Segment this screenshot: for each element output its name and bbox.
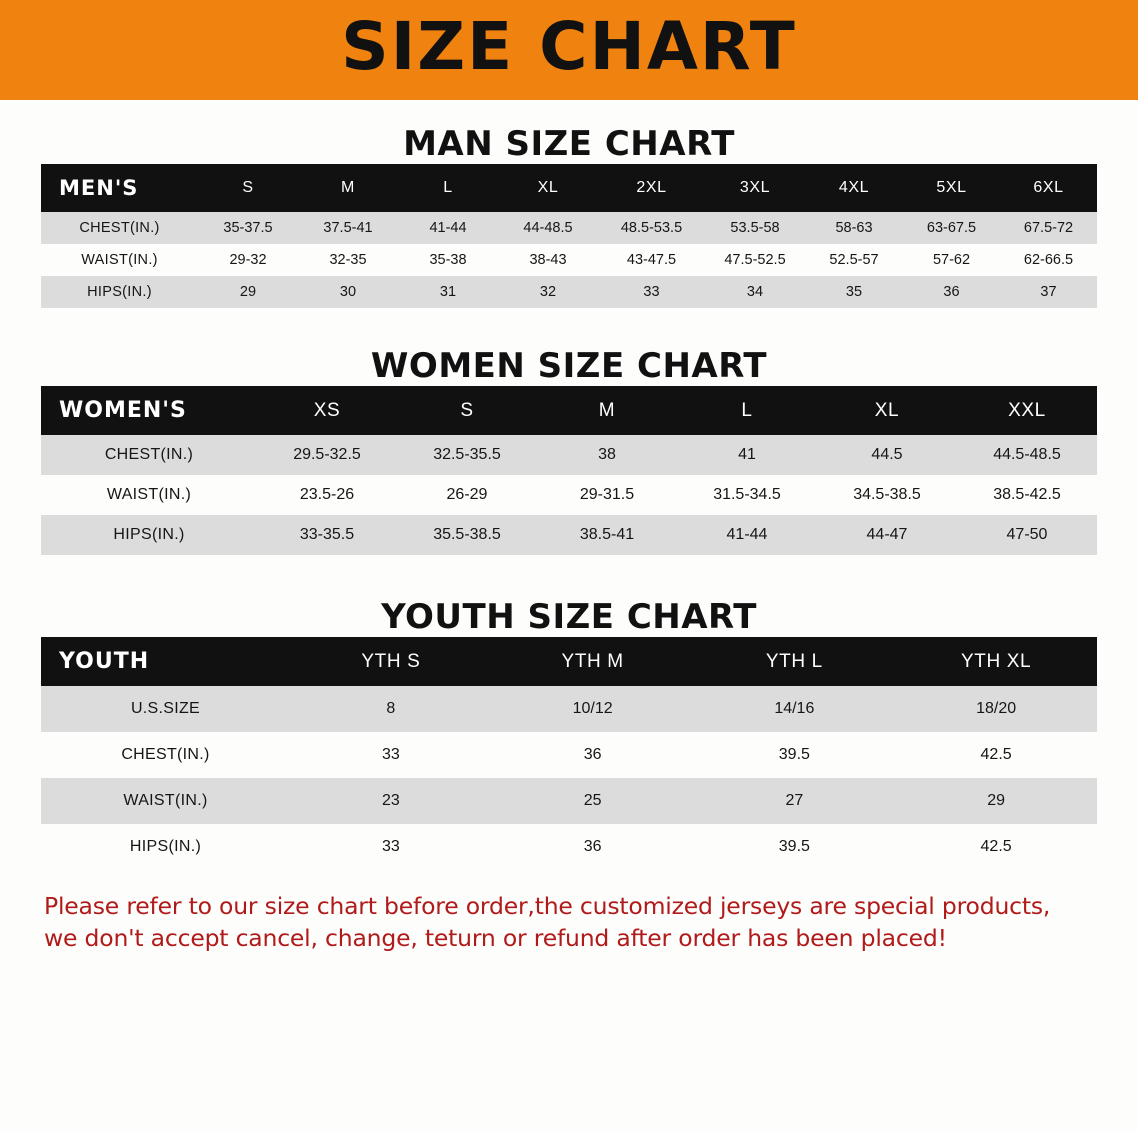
table-row — [41, 732, 1097, 778]
women-cell-0-3: 41 — [677, 435, 817, 475]
women-cell-1-3: 31.5-34.5 — [677, 475, 817, 515]
table-row — [41, 244, 1097, 276]
man-cell-1-5: 47.5-52.5 — [705, 244, 805, 276]
women-row-2-label: HIPS(IN.) — [41, 515, 257, 555]
youth-row-0-label: U.S.SIZE — [41, 686, 290, 732]
table-header-row — [41, 386, 1097, 435]
women-cell-0-5: 44.5-48.5 — [957, 435, 1097, 475]
man-cell-1-4: 43-47.5 — [598, 244, 705, 276]
table-row — [41, 515, 1097, 555]
women-col-3: L — [677, 386, 817, 435]
youth-cell-3-3: 42.5 — [895, 824, 1097, 870]
women-cell-0-1: 32.5-35.5 — [397, 435, 537, 475]
man-cell-2-3: 32 — [498, 276, 598, 308]
man-col-1: M — [298, 164, 398, 212]
man-table-wrap — [0, 164, 1138, 308]
man-cell-0-0: 35-37.5 — [198, 212, 298, 244]
man-cell-2-2: 31 — [398, 276, 498, 308]
women-cell-0-2: 38 — [537, 435, 677, 475]
disclaimer-note — [0, 890, 1138, 955]
women-cell-1-2: 29-31.5 — [537, 475, 677, 515]
table-header-row — [41, 637, 1097, 686]
table-row — [41, 824, 1097, 870]
women-cell-2-2: 38.5-41 — [537, 515, 677, 555]
women-cell-1-0: 23.5-26 — [257, 475, 397, 515]
man-col-7: 5XL — [903, 164, 1000, 212]
women-section-title: WOMEN SIZE CHART — [370, 346, 768, 386]
man-cell-0-2: 41-44 — [398, 212, 498, 244]
women-table-wrap — [0, 386, 1138, 555]
man-cell-2-6: 35 — [805, 276, 903, 308]
youth-cell-0-1: 10/12 — [492, 686, 694, 732]
man-cell-1-0: 29-32 — [198, 244, 298, 276]
women-cell-1-4: 34.5-38.5 — [817, 475, 957, 515]
youth-row-2-label: WAIST(IN.) — [41, 778, 290, 824]
women-col-4: XL — [817, 386, 957, 435]
table-row — [41, 475, 1097, 515]
women-col-0: XS — [257, 386, 397, 435]
youth-size-table — [41, 637, 1097, 870]
man-row-1-label: WAIST(IN.) — [41, 244, 198, 276]
youth-cell-1-2: 39.5 — [693, 732, 895, 778]
disclaimer-line-2: we don't accept cancel, change, teturn or refund after order has been placed! — [44, 924, 947, 953]
youth-cell-2-3: 29 — [895, 778, 1097, 824]
women-row-header-label: WOMEN'S — [41, 386, 257, 435]
man-col-8: 6XL — [1000, 164, 1097, 212]
man-cell-0-6: 58-63 — [805, 212, 903, 244]
women-cell-1-5: 38.5-42.5 — [957, 475, 1097, 515]
man-cell-1-3: 38-43 — [498, 244, 598, 276]
man-col-3: XL — [498, 164, 598, 212]
table-row — [41, 212, 1097, 244]
man-cell-2-4: 33 — [598, 276, 705, 308]
youth-row-3-label: HIPS(IN.) — [41, 824, 290, 870]
youth-table-wrap — [0, 637, 1138, 870]
youth-cell-3-1: 36 — [492, 824, 694, 870]
man-cell-0-5: 53.5-58 — [705, 212, 805, 244]
man-size-table — [41, 164, 1097, 308]
man-cell-1-1: 32-35 — [298, 244, 398, 276]
man-cell-0-7: 63-67.5 — [903, 212, 1000, 244]
man-cell-0-1: 37.5-41 — [298, 212, 398, 244]
man-cell-1-6: 52.5-57 — [805, 244, 903, 276]
page-banner — [0, 0, 1138, 100]
table-header-row — [41, 164, 1097, 212]
women-cell-2-0: 33-35.5 — [257, 515, 397, 555]
youth-table-head — [41, 637, 1097, 686]
women-col-1: S — [397, 386, 537, 435]
youth-cell-1-0: 33 — [290, 732, 492, 778]
women-cell-0-4: 44.5 — [817, 435, 957, 475]
youth-col-3: YTH XL — [895, 637, 1097, 686]
man-cell-0-3: 44-48.5 — [498, 212, 598, 244]
man-cell-0-4: 48.5-53.5 — [598, 212, 705, 244]
women-cell-0-0: 29.5-32.5 — [257, 435, 397, 475]
man-cell-0-8: 67.5-72 — [1000, 212, 1097, 244]
man-col-5: 3XL — [705, 164, 805, 212]
youth-cell-0-3: 18/20 — [895, 686, 1097, 732]
man-col-0: S — [198, 164, 298, 212]
women-cell-2-1: 35.5-38.5 — [397, 515, 537, 555]
youth-cell-2-1: 25 — [492, 778, 694, 824]
youth-section-title: YOUTH SIZE CHART — [381, 597, 757, 637]
man-row-0-label: CHEST(IN.) — [41, 212, 198, 244]
table-row — [41, 778, 1097, 824]
man-section-title: MAN SIZE CHART — [403, 124, 735, 164]
youth-cell-2-2: 27 — [693, 778, 895, 824]
youth-cell-1-3: 42.5 — [895, 732, 1097, 778]
table-row — [41, 435, 1097, 475]
page-title: SIZE CHART — [341, 8, 797, 85]
man-row-2-label: HIPS(IN.) — [41, 276, 198, 308]
women-cell-2-3: 41-44 — [677, 515, 817, 555]
youth-col-0: YTH S — [290, 637, 492, 686]
women-row-1-label: WAIST(IN.) — [41, 475, 257, 515]
women-col-2: M — [537, 386, 677, 435]
man-col-4: 2XL — [598, 164, 705, 212]
man-row-header-label: MEN'S — [41, 164, 198, 212]
women-col-5: XXL — [957, 386, 1097, 435]
man-cell-2-1: 30 — [298, 276, 398, 308]
man-col-2: L — [398, 164, 498, 212]
women-table-head — [41, 386, 1097, 435]
women-size-table — [41, 386, 1097, 555]
man-cell-2-0: 29 — [198, 276, 298, 308]
man-col-6: 4XL — [805, 164, 903, 212]
women-cell-2-5: 47-50 — [957, 515, 1097, 555]
youth-cell-3-2: 39.5 — [693, 824, 895, 870]
disclaimer-line-1: Please refer to our size chart before order,the customized jerseys are special products, — [44, 892, 1051, 920]
youth-cell-0-2: 14/16 — [693, 686, 895, 732]
youth-col-1: YTH M — [492, 637, 694, 686]
youth-cell-3-0: 33 — [290, 824, 492, 870]
women-cell-1-1: 26-29 — [397, 475, 537, 515]
man-cell-1-2: 35-38 — [398, 244, 498, 276]
man-cell-2-7: 36 — [903, 276, 1000, 308]
women-row-0-label: CHEST(IN.) — [41, 435, 257, 475]
man-table-head — [41, 164, 1097, 212]
man-table-body — [41, 212, 1097, 308]
youth-cell-1-1: 36 — [492, 732, 694, 778]
youth-row-1-label: CHEST(IN.) — [41, 732, 290, 778]
man-cell-2-8: 37 — [1000, 276, 1097, 308]
man-cell-1-7: 57-62 — [903, 244, 1000, 276]
table-row — [41, 276, 1097, 308]
man-cell-2-5: 34 — [705, 276, 805, 308]
man-cell-1-8: 62-66.5 — [1000, 244, 1097, 276]
youth-cell-0-0: 8 — [290, 686, 492, 732]
women-cell-2-4: 44-47 — [817, 515, 957, 555]
youth-table-body — [41, 686, 1097, 870]
youth-cell-2-0: 23 — [290, 778, 492, 824]
youth-row-header-label: YOUTH — [41, 637, 290, 686]
youth-col-2: YTH L — [693, 637, 895, 686]
table-row — [41, 686, 1097, 732]
women-table-body — [41, 435, 1097, 555]
